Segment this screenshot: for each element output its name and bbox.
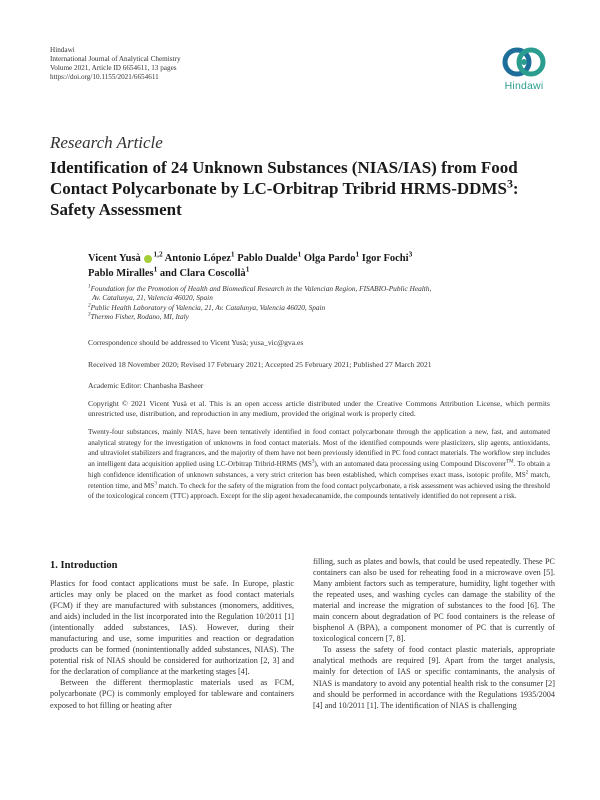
article-type: Research Article [50, 133, 163, 152]
affiliation-3: $^3$Thermo Fisher, Rodano, MI, Italy [88, 311, 189, 322]
orcid-icon[interactable] [144, 255, 152, 263]
author-name[interactable]: Antonio López [164, 253, 231, 264]
publisher-name: Hindawi [50, 46, 75, 54]
paragraph: Between the different thermoplastic materials used as FCM, polycarbonate (PC) is commonly employed for tableware and containers exposed to hot filling or heating after [50, 678, 294, 710]
paragraph: Plastics for food contact applications must be safe. In Europe, plastic articles may only be placed on the market as food contact materials (FCM) if they are manufactured with substances (monomers, additives, and aids) included in the list incorporated into the Regulation 10/2011 [1] (intentionally added substances, IAS). However, during their manufacturing and use, some impurities and reaction or degradation products can be formed (nonintentionally added substances, NIAS). The potential risk of NIAS should be considered for authorization [2, 3] and for the declaration of compliance at the marketing stages [4]. [50, 579, 294, 677]
author-name[interactable]: Pablo Miralles [88, 268, 154, 279]
copyright-notice: Copyright © 2021 Vicent Yusà et al. This is an open access article distributed under the Creative Commons Attribution License, which permits unrestricted use, distribution, and reproduction in any medium, provided the original work is properly cited. [88, 399, 550, 419]
body-column-right [313, 556, 555, 711]
author-list: Vicent Yusà $^{1,2}$ Antonio López$^1$ Pablo Dualde$^1$ Olga Pardo$^1$ Igor Fochi$^3$ Pablo Miralles$^1$ and Clara Coscollà$^1$ [88, 249, 413, 279]
affiliation-2: $^2$Public Health Laboratory of Valencia, 21, Av. Catalunya, Valencia 46020, Spain [88, 302, 326, 312]
logo-text: Hindawi [504, 80, 544, 92]
author-name[interactable]: and Clara Coscollà [159, 268, 246, 279]
body-column-left [50, 578, 294, 711]
author-name[interactable]: Pablo Dualde [237, 253, 298, 264]
volume-line: Volume 2021, Article ID 6654611, 13 pages [50, 64, 177, 72]
abstract: Twenty-four substances, mainly NIAS, have been tentatively identified in food contact polycarbonate through the application a new, fast, and automated analytical strategy for the investigation of unknowns in food contact materials. Most of the identified compounds were plasticizers, slip agents, antioxidants, and ultraviolet stabilizers and fragrances, and the majority of them have not been previously identified in PC food contact materials. The workflow step includes an intelligent data acquisition applied using LC-Orbitrap Tribrid-HRMS $(MS^3)$, with an automated data processing using Compound Discoverer™. To obtain a high confidence identification of unknown substances, a very strict criterion has been established, which comprises exact mass, isotopic profile, $MS^2$ match, retention time, and $MS^3$ match. To check for the safety of the migration from the food contact polycarbonate, a risk assessment was achieved using the threshold of the toxicological concern (TTC) approach. Except for the slip agent hexadecanamide, the compounds tentatively identified do not represent a risk. [88, 428, 551, 501]
journal-name: International Journal of Analytical Chemistry [50, 55, 181, 63]
correspondence: Correspondence should be addressed to Vicent Yusà; yusa_vic@gva.es [88, 338, 304, 347]
title-line-2: Contact Polycarbonate by LC-Orbitrap Tribrid HRMS-DDMS$^3$: [50, 176, 519, 198]
author-name[interactable]: Igor Fochi [361, 253, 409, 264]
title-line-1: Identification of 24 Unknown Substances (NIAS/IAS) from Food [50, 158, 518, 177]
affiliation-1: $^1$Foundation for the Promotion of Health and Biomedical Research in the Valencian Region, FISABIO-Public Health, [88, 283, 432, 293]
affiliation-1-line-2: Av. Catalunya, 21, Valencia 46020, Spain [92, 293, 213, 303]
author-name[interactable]: Vicent Yusà [88, 253, 141, 264]
hindawi-logo-icon [501, 44, 547, 80]
affiliations [88, 284, 548, 322]
paragraph: filling, such as plates and bowls, that could be used repeatedly. These PC containers can also be used for reheating food in a microwave oven [5]. Many ambient factors such as temperature, humidity, light together with the repeated uses, and washing cycles can damage the stability of the material and increase the migration of substances to the food [6]. The main concern about degradation of PC food containers is the release of bisphenol A (BPA), a component monomer of PC that is currently of toxicological concern [7, 8]. [313, 557, 555, 644]
academic-editor: Academic Editor: Chanbasha Basheer [88, 381, 204, 390]
doi-link[interactable]: https://doi.org/10.1155/2021/6654611 [50, 73, 159, 81]
hindawi-logo[interactable] [494, 44, 554, 104]
author-name[interactable]: Olga Pardo [303, 253, 356, 264]
section-heading: 1. Introduction [50, 560, 118, 571]
publication-dates: Received 18 November 2020; Revised 17 February 2021; Accepted 25 February 2021; Published 27 March 2021 [88, 360, 432, 369]
title-line-3: Safety Assessment [50, 200, 182, 219]
article-title [50, 157, 555, 220]
paragraph: To assess the safety of food contact plastic materials, appropriate analytical methods are required [9]. Apart from the target analysis, mainly for detection of IAS or specific contaminants, the analysis of NIAS is mandatory to avoid any potential health risk to the consumer [2] and should be performed in accordance with the Regulations 1935/2004 [4] and 10/2011 [1]. The identification of NIAS is challenging [313, 645, 555, 710]
journal-meta [50, 46, 181, 82]
